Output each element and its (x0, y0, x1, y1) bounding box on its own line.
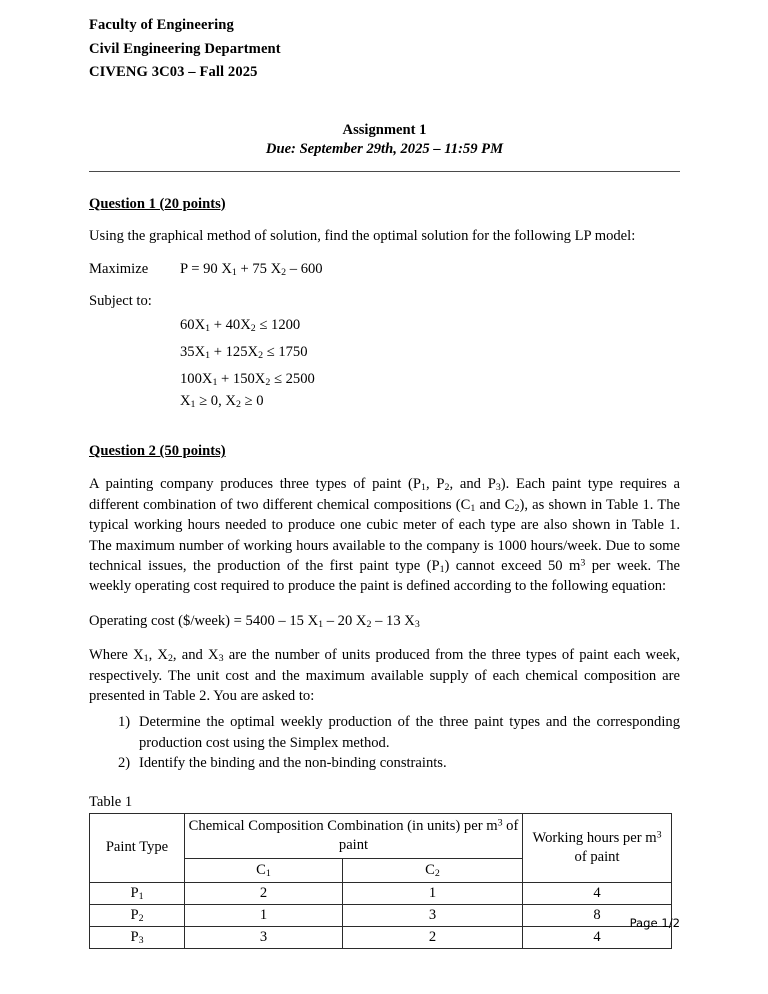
header-c2: $C_2$ (343, 858, 523, 882)
question-2-section (89, 442, 680, 460)
document-header (89, 0, 680, 85)
cell-c2-2: 3 (343, 904, 523, 926)
objective-row (89, 259, 680, 279)
cell-c1-2: 1 (185, 904, 343, 926)
task-number-2: 2) (118, 755, 131, 772)
cell-paint-1: $P_1$ (90, 882, 185, 904)
task-list (89, 712, 680, 773)
objective-expression: P = 90 $X_1 + 75$ $X_2 - 600$ (180, 260, 323, 279)
page-footer (89, 916, 680, 930)
page-number-label: Page 1/2 (629, 916, 680, 930)
task-text-2: Identify the binding and the non-binding constraints. (139, 755, 447, 772)
task-text-1: Determine the optimal weekly production of the three paint types and the corresponding production cost using the Simplex method. (139, 714, 680, 751)
cell-paint-2: $P_2$ (90, 904, 185, 926)
assignment-due-date: Due: September 29th, 2025 – 11:59 PM (265, 140, 504, 157)
question-1-section (89, 195, 680, 213)
constraint-3: $100X_1 + 150X_2 \le 2500$ (180, 371, 315, 389)
objective-label: Maximize (89, 260, 149, 277)
question-2-heading: Question 2 (50 points) (89, 443, 226, 460)
question-1-heading: Question 1 (20 points) (89, 195, 226, 212)
operating-cost-equation: Operating cost ($/week) = 5400 – 15 $X_1 - 20$ $X_2 - 13$ $X_3$ (89, 612, 420, 630)
cell-hours-2: 8 (523, 904, 672, 926)
header-course: CIVENG 3C03 – Fall 2025 (89, 64, 258, 80)
table-1-caption: Table 1 (89, 793, 133, 810)
subject-to-label: Subject to: (89, 292, 152, 309)
cell-paint-3: $P_3$ (90, 926, 185, 948)
cell-hours-1: 4 (523, 882, 672, 904)
task-item-2 (89, 753, 680, 773)
table-row (90, 882, 672, 904)
constraints-list (180, 315, 680, 411)
table-header-row-1 (90, 813, 672, 858)
header-faculty: Faculty of Engineering (89, 17, 234, 33)
constraint-2: $35X_1 + 125X_2 \le 1750$ (180, 344, 308, 362)
header-working-hours: Working hours per $m^3$ of paint (523, 813, 672, 882)
header-chemical-composition: Chemical Composition Combination (in units) per $m^3$ of paint (185, 813, 523, 858)
header-department: Civil Engineering Department (89, 40, 281, 57)
assignment-title-block (89, 121, 680, 159)
cell-c1-1: 2 (185, 882, 343, 904)
document-page (89, 0, 680, 994)
cell-hours-3: 4 (523, 926, 672, 948)
assignment-title: Assignment 1 (342, 121, 427, 138)
question-2-paragraph-1: A painting company produces three types of paint ($P_1$, $P_2$, and $P_3$). Each paint type requires a different combination of two different chemical compositions ($C_1$ and $C_2$), as shown in Table 1. The typical working hours needed to produce one cubic meter of each type are also shown in Table 1. The maximum number of working hours available to the company is 1000 hours/week. Due to some technical issues, the production of the first paint type $(P_1)$ cannot exceed 50 $m^3$ per week. The weekly operating cost required to produce the paint is defined according to the following equation: (89, 476, 681, 595)
constraint-4: $X_1 \ge 0$, $X_2 \ge 0$ (180, 393, 264, 411)
cell-c2-3: 2 (343, 926, 523, 948)
task-number-1: 1) (118, 714, 131, 731)
title-divider (89, 171, 680, 172)
header-c1: $C_1$ (185, 858, 343, 882)
constraint-1: $60X_1 + 40X_2 \le 1200$ (180, 317, 301, 335)
task-item-1 (89, 712, 680, 753)
cell-c2-1: 1 (343, 882, 523, 904)
header-paint-type: Paint Type (90, 813, 185, 882)
question-2-paragraph-2: Where $X_1$, $X_2$, and $X_3$ are the number of units produced from the three types of paint each week, respectively. The unit cost and the maximum available supply of each chemical composition are presented in Table 2. You are asked to: (89, 647, 680, 704)
question-1-intro: Using the graphical method of solution, find the optimal solution for the following LP model: (89, 227, 636, 244)
cell-c1-3: 3 (185, 926, 343, 948)
